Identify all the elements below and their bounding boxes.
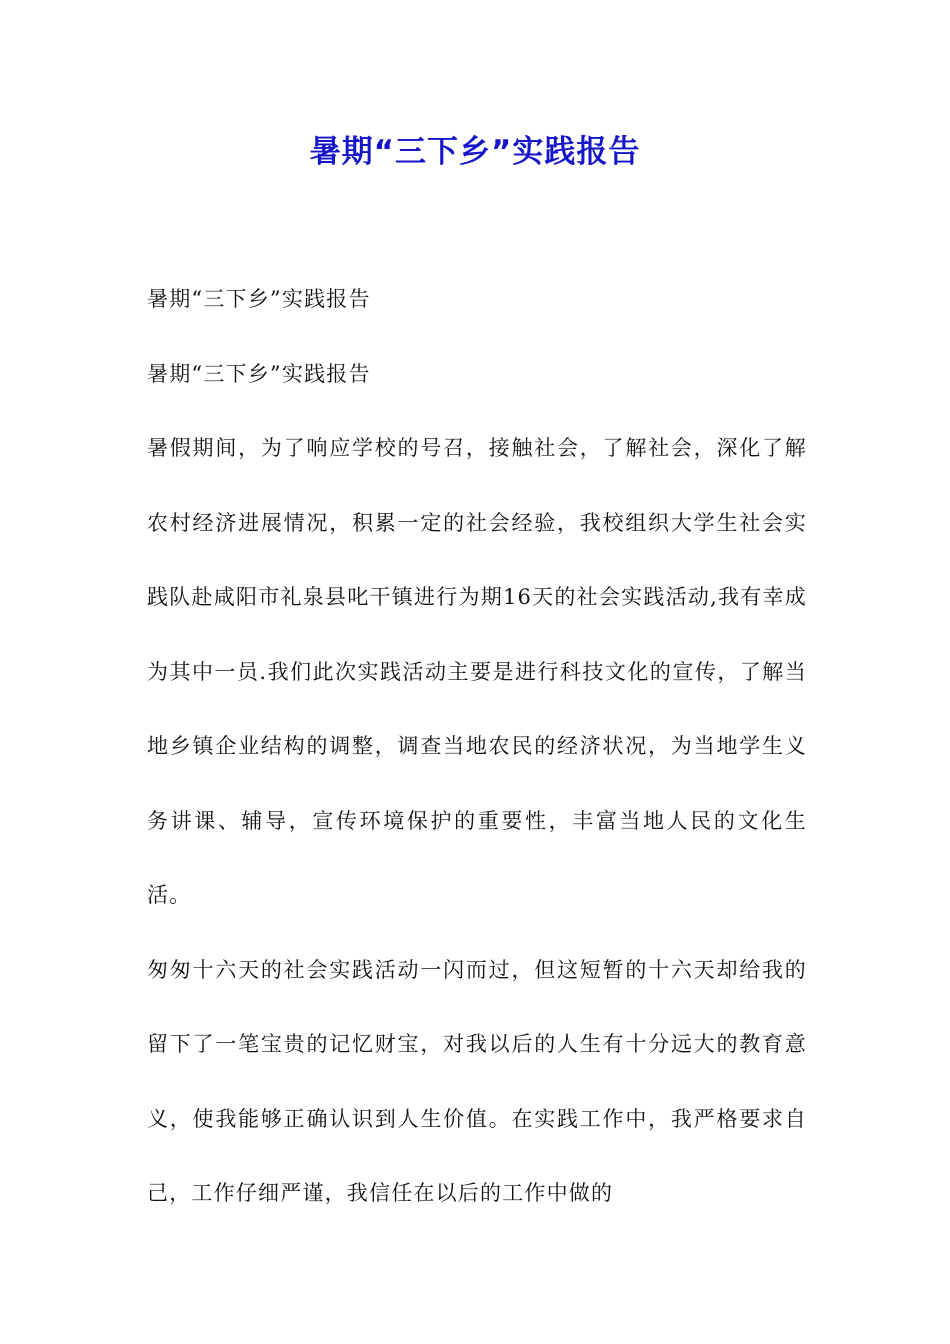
document-title: 暑期“三下乡”实践报告: [309, 134, 641, 170]
paragraph-subtitle-2: 暑期“三下乡”实践报告: [147, 361, 371, 386]
document-body: [147, 262, 807, 1231]
paragraph-reflection: 匆匆十六天的社会实践活动一闪而过，但这短暂的十六天却给我的留下了一笔宝贵的记忆财宝，对我以后的人生有十分远大的教育意义，使我能够正确认识到人生价值。在实践工作中，我严格要求自己，工作仔细严谨，我信任在以后的工作中做的: [147, 957, 807, 1205]
paragraph-subtitle-1: 暑期“三下乡”实践报告: [147, 287, 371, 311]
paragraph-intro: 暑假期间，为了响应学校的号召，接触社会，了解社会，深化了解农村经济进展情况，积累一定的社会经验，我校组织大学生社会实践队赴咸阳市礼泉县叱干镇进行为期16天的社会实践活动,我有幸成为其中一员.我们此次实践活动主要是进行科技文化的宣传，了解当地乡镇企业结构的调整，调查当地农民的经济状况，为当地学生义务讲课、辅导，宣传环境保护的重要性，丰富当地人民的文化生活。: [147, 436, 807, 907]
